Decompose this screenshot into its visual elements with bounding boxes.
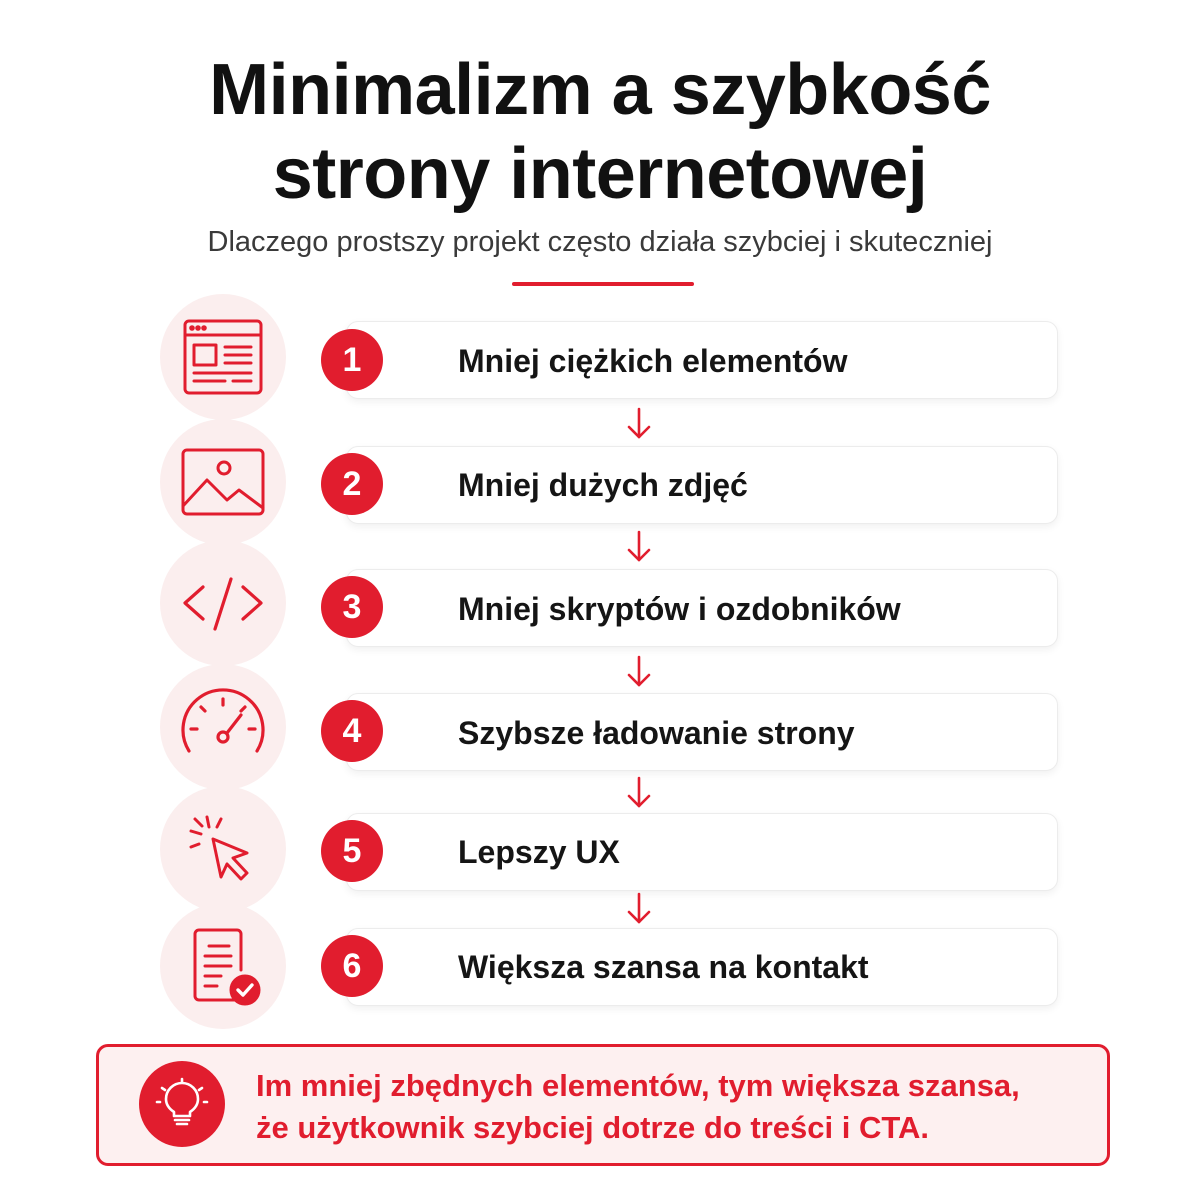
title-line-2: strony internetowej [272, 134, 928, 214]
page-subtitle: Dlaczego prostszy projekt często działa szybciej i skuteczniej [207, 226, 993, 258]
step-4-label: Szybsze ładowanie strony [458, 715, 855, 751]
tip-icon-circle [139, 1061, 225, 1147]
webpage-layout-icon [177, 311, 269, 403]
tip-text [256, 1065, 1096, 1149]
step-3-icon-circle [160, 540, 286, 666]
tip-line-2: że użytkownik szybciej dotrze do treści i CTA. [256, 1110, 929, 1145]
step-6-label: Większa szansa na kontakt [458, 949, 869, 985]
page-title [0, 48, 1200, 216]
arrow-down-icon [624, 406, 654, 442]
lightbulb-icon [154, 1076, 210, 1132]
step-1-label: Mniej ciężkich elementów [458, 343, 848, 379]
step-1-icon-circle [160, 294, 286, 420]
step-5-label: Lepszy UX [458, 834, 620, 870]
step-5-icon-circle [160, 786, 286, 912]
arrow-down-icon [624, 529, 654, 565]
step-4-number-badge: 4 [321, 700, 383, 762]
step-5-number-badge: 5 [321, 820, 383, 882]
step-2-label: Mniej dużych zdjęć [458, 467, 748, 503]
title-line-1: Minimalizm a szybkość [209, 50, 991, 130]
document-check-icon [177, 920, 269, 1012]
tip-box [96, 1044, 1110, 1166]
step-4-icon-circle [160, 664, 286, 790]
title-divider [512, 282, 694, 286]
step-1-number-badge: 1 [321, 329, 383, 391]
arrow-down-icon [624, 775, 654, 811]
arrow-down-icon [624, 891, 654, 927]
step-6-number-badge: 6 [321, 935, 383, 997]
step-2-icon-circle [160, 419, 286, 545]
tip-line-1: Im mniej zbędnych elementów, tym większa szansa, [256, 1068, 1020, 1103]
code-icon [177, 557, 269, 649]
step-2-number-badge: 2 [321, 453, 383, 515]
step-6-icon-circle [160, 903, 286, 1029]
step-3-label: Mniej skryptów i ozdobników [458, 591, 901, 627]
cursor-click-icon [177, 803, 269, 895]
step-3-number-badge: 3 [321, 576, 383, 638]
speedometer-icon [177, 681, 269, 773]
image-icon [177, 436, 269, 528]
arrow-down-icon [624, 654, 654, 690]
